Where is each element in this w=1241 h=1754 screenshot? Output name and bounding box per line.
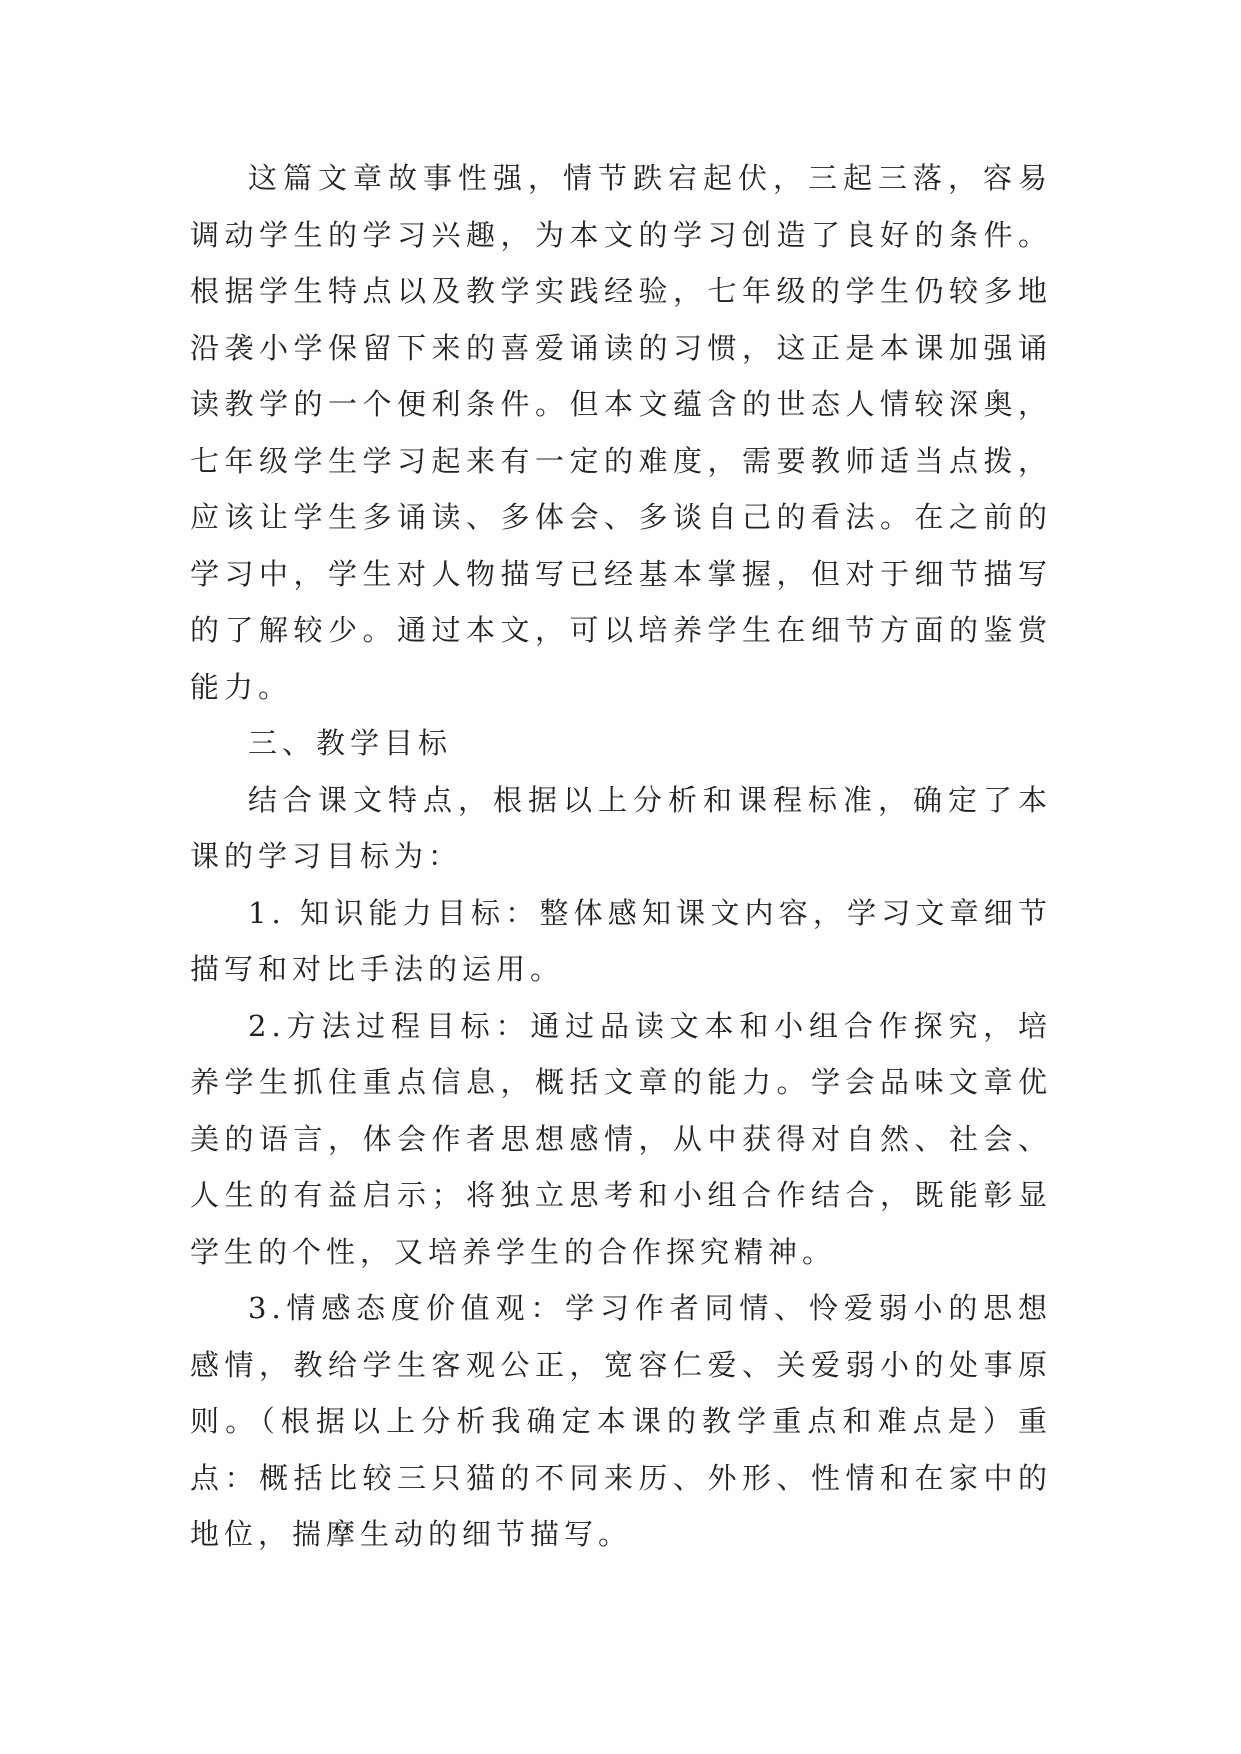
paragraph-goal-emotion: 3.情感态度价值观：学习作者同情、怜爱弱小的思想感情，教给学生客观公正，宽容仁爱、关爱弱小的处事原则。（根据以上分析我确定本课的教学重点和难点是）重点：概括比较三只猫的不同来历、外形、性情和在家中的地位，揣摩生动的细节描写。 — [190, 1291, 1052, 1551]
document-body — [190, 150, 1052, 1563]
section-heading-teaching-goals: 三、教学目标 — [248, 726, 453, 760]
paragraph-analysis: 这篇文章故事性强，情节跌宕起伏，三起三落，容易调动学生的学习兴趣，为本文的学习创造了良好的条件。根据学生特点以及教学实践经验，七年级的学生仍较多地沿袭小学保留下来的喜爱诵读的习惯，这正是本课加强诵读教学的一个便利条件。但本文蕴含的世态人情较深奥，七年级学生学习起来有一定的难度，需要教师适当点拨，应该让学生多诵读、多体会、多谈自己的看法。在之前的学习中，学生对人物描写已经基本掌握，但对于细节描写的了解较少。通过本文，可以培养学生在细节方面的鉴赏能力。 — [190, 161, 1052, 704]
paragraph-goals-intro: 结合课文特点，根据以上分析和课程标准，确定了本课的学习目标为： — [190, 782, 1052, 873]
paragraph-goal-method: 2.方法过程目标：通过品读文本和小组合作探究，培养学生抓住重点信息，概括文章的能力。学会品味文章优美的语言，体会作者思想感情，从中获得对自然、社会、人生的有益启示；将独立思考和小组合作结合，既能彰显学生的个性，又培养学生的合作探究精神。 — [190, 1008, 1052, 1269]
paragraph-goal-knowledge: 1. 知识能力目标：整体感知课文内容，学习文章细节描写和对比手法的运用。 — [190, 895, 1052, 986]
